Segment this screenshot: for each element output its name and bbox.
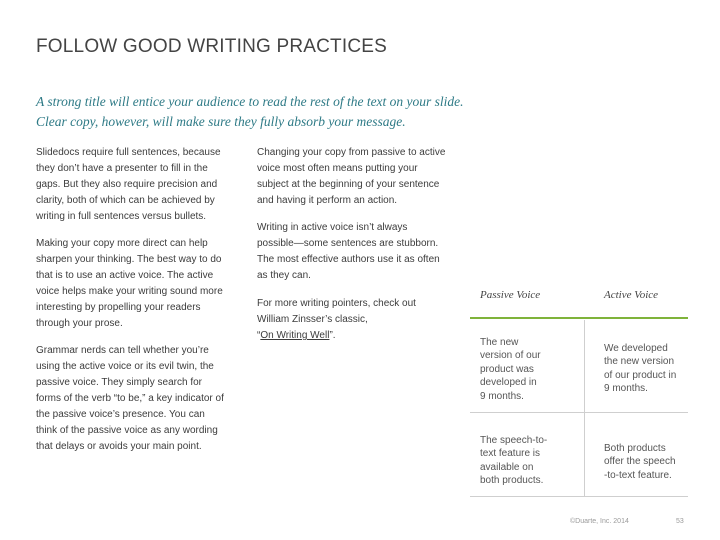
text-line: they don’t have a presenter to fill in the	[36, 163, 208, 174]
text-line: sharpen your thinking. The best way to do	[36, 254, 222, 265]
col2-paragraph-3	[257, 296, 467, 344]
text-line: clarity, both of which can be achieved by	[36, 195, 215, 206]
text-line: William Zinsser’s classic,	[257, 314, 368, 325]
text-line: The most effective authors use it as often	[257, 254, 440, 265]
cell-line: version of our	[480, 350, 541, 362]
subtitle-line: Clear copy, however, will make sure they fully absorb your message.	[36, 114, 406, 129]
text-line: gaps. But they also require precision and	[36, 179, 218, 190]
text-line: that is to use an active voice. The active	[36, 270, 214, 281]
table-cell-passive-1	[480, 336, 541, 403]
cell-line: The new	[480, 337, 519, 348]
cell-line: product was	[480, 363, 534, 375]
table-header-passive: Passive Voice	[480, 289, 541, 301]
text-line: Slidedocs require full sentences, because	[36, 147, 221, 158]
table-row-divider	[470, 412, 688, 413]
table-cell-passive-2	[480, 434, 547, 488]
cell-line: both products.	[480, 475, 544, 487]
text-line: as they can.	[257, 270, 311, 281]
cell-line: the new version	[604, 356, 675, 368]
slide-title: FOLLOW GOOD WRITING PRACTICES	[36, 36, 387, 57]
table-header-rule	[470, 317, 688, 319]
cell-line: available on	[480, 461, 534, 473]
cell-line: Both products	[604, 443, 666, 454]
text-line: interesting by propelling your readers	[36, 302, 201, 313]
book-link[interactable]: On Writing Well	[260, 330, 330, 341]
text-line: voice helps make your writing sound more	[36, 286, 223, 297]
col2-paragraph-2	[257, 220, 467, 284]
text-line: subject at the beginning of your sentence	[257, 179, 440, 190]
text-line: possible—some sentences are stubborn.	[257, 238, 439, 249]
slide-subtitle	[36, 92, 636, 132]
cell-line: developed in	[480, 377, 537, 389]
text-line: passive voice. They simply search for	[36, 377, 202, 388]
table-column-divider	[584, 320, 585, 496]
text-line: voice most often means putting your	[257, 163, 418, 174]
cell-line: 9 months.	[604, 383, 648, 395]
text-line: writing in full sentences versus bullets.	[36, 211, 207, 222]
cell-line: text feature is	[480, 448, 541, 460]
text-line: through your prose.	[36, 318, 123, 329]
text-line: and having it perform an action.	[257, 195, 398, 206]
text-line: Changing your copy from passive to active	[257, 147, 446, 158]
col2-paragraph-1	[257, 145, 467, 209]
text-line: Writing in active voice isn’t always	[257, 222, 408, 233]
text-line	[257, 328, 467, 344]
subtitle-line: A strong title will entice your audience to read the rest of the text on your slide.	[36, 94, 464, 109]
cell-line: -to-text feature.	[604, 469, 672, 481]
table-header-active: Active Voice	[604, 289, 659, 301]
text-line: Grammar nerds can tell whether you’re	[36, 345, 209, 356]
table-bottom-rule	[470, 496, 688, 497]
table-cell-active-2	[604, 442, 676, 482]
text-line: using the active voice or its evil twin, the	[36, 361, 214, 372]
col1-paragraph-3	[36, 343, 246, 455]
text-line: the passive voice’s presence. You can	[36, 409, 205, 420]
cell-line: We developed	[604, 343, 668, 354]
text-line: Making your copy more direct can help	[36, 238, 208, 249]
cell-line: The speech-to-	[480, 435, 548, 446]
text-line: think of the passive voice as any wording	[36, 425, 218, 436]
table-cell-active-1	[604, 342, 676, 396]
cell-line: 9 months.	[480, 390, 524, 402]
footer-copyright: ©Duarte, Inc. 2014	[570, 518, 629, 525]
col1-paragraph-1	[36, 145, 246, 225]
text-line: For more writing pointers, check out	[257, 298, 416, 309]
text-line: forms of the verb “to be,” a key indicator of	[36, 393, 224, 404]
open-quote: “	[257, 330, 261, 341]
cell-line: offer the speech	[604, 456, 676, 468]
cell-line: of our product in	[604, 369, 677, 381]
close-quote: ”.	[329, 330, 336, 341]
footer-page-number: 53	[676, 518, 684, 525]
col1-paragraph-2	[36, 236, 246, 332]
text-line: that delays or avoids your main point.	[36, 441, 202, 452]
